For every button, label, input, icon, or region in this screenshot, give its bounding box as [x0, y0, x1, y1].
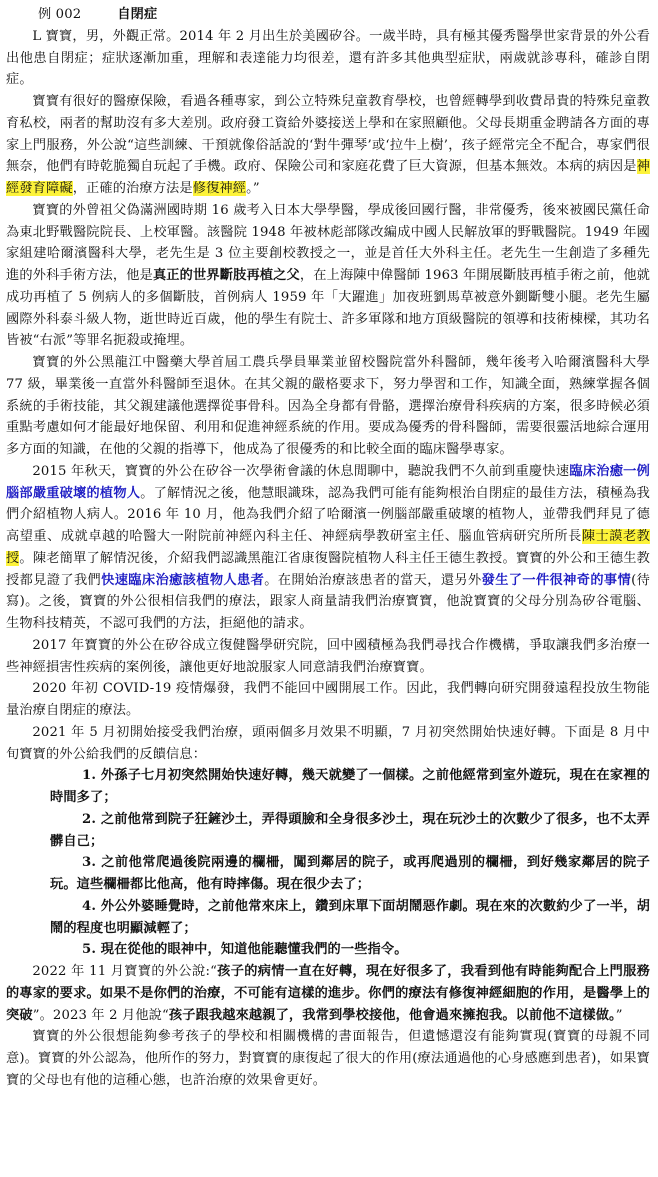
text-segment: ”。2023 年 2 月他說“	[32, 1007, 169, 1023]
feedback-item: 2. 之前他常到院子狂鏟沙土，弄得頭臉和全身很多沙土，現在玩沙土的次數少了很多，也不太弄髒自己；	[50, 811, 650, 849]
blue-phrase-vegetative-cure: 臨床治癒一例腦部嚴重破壞的植物人	[6, 463, 650, 501]
paragraph-2021: 2021 年 5 月初開始接受我們治療，頭兩個多月效果不明顯，7 月初突然開始快速好轉。下面是 8 月中旬寶寶的外公給我們的反饋信息：	[6, 724, 650, 762]
feedback-item: 4. 外公外婆睡覺時，之前他常來床上，鑽到床單下面胡鬧惡作劇。現在來的次數約少了一半，胡鬧的程度也明顯減輕了；	[50, 898, 650, 936]
text-segment: 2015 年秋天，寶寶的外公在矽谷一次學術會議的休息閒聊中，聽說我們不久前到重慶快速	[32, 463, 570, 479]
text-segment: 。之後，寶寶的外公很相信我們的療法，跟家人商量請我們治療寶寶，他說寶寶的父母分別為矽谷電腦、生物科技精英，不認可我們的方法，拒絕他的請求。	[6, 594, 650, 631]
paragraph-2017: 2017 年寶寶的外公在矽谷成立復健醫學研究院，回中國積極為我們尋找合作機構，爭取讓我們多治療一些神經損害性疾病的案例後，讓他更好地說服家人同意請我們治療寶寶。	[6, 637, 650, 675]
text-segment: ，在上海陳中偉醫師 1963 年開展斷肢再植手術之前，他就成功再植了 5 例病人的多個斷肢，首例病人 1959 年「大躍進」加夜班劉馬草被意外鍘斷雙小腿。老先生屬國際外科泰斗級人物，逝世時近百歲，他的學生有院士、許多軍隊和地方頂級醫院的領導和技術棟樑，其功名皆被“右派”等罪名扼殺或掩埋。	[6, 268, 651, 349]
paragraph-previous-treatments	[6, 91, 650, 200]
highlight-professor: 陳士謨老教授	[6, 529, 651, 566]
feedback-item: 5. 現在從他的眼神中，知道他能聽懂我們的一些指令。	[82, 942, 408, 958]
blue-phrase-miracle: 發生了一件很神奇的事情	[481, 572, 632, 588]
paragraph-conclusion: 寶寶的外公很想能夠參考孩子的學校和相關機構的書面報告，但遺憾還沒有能夠實現(寶寶的母親不同意)。寶寶的外公認為，他所作的努力，對寶寶的康復起了很大的作用(療法通過他的心身感應到患者)，如果寶寶的父母也有他的這種心態，也許治療的效果會更好。	[6, 1029, 650, 1088]
bold-phrase: 真正的世界斷肢再植之父	[152, 268, 300, 283]
bold-quote: 孩子跟我越來越親了，我常到學校接他，他會過來擁抱我。以前他不這樣做。	[168, 1007, 616, 1023]
case-title	[6, 4, 650, 26]
blue-phrase-patient-cured: 快速臨床治癒該植物人患者	[101, 572, 265, 588]
text-segment: 寶寶的外曾祖父偽滿洲國時期 16 歲考入日本大學學醫，學成後回國行醫，非常優秀，後來被國民黨任命為東北野戰醫院院長、上校軍醫。該醫院 1948 年被林彪部隊改編成中國人民解放軍的野戰醫院。1949 年國家組建哈爾濱醫科大學，老先生是 3 位主要創校教授之一，並是首任大外科主任。老先生一生創造了多種先進的外科手術方法，他是	[6, 202, 650, 283]
paragraph-2022-quote	[6, 961, 650, 1026]
feedback-item: 1. 外孫子七月初突然開始快速好轉，幾天就變了一個樣。之前他經常到室外遊玩，現在在家裡的時間多了；	[50, 768, 650, 805]
paragraph-2015-meeting	[6, 461, 650, 635]
bold-quote: 孩子的病情一直在好轉，現在好很多了，我看到他有時能夠配合上門服務的專家的要求。如果不是你們的治療，不可能有這樣的進步。你們的療法有修復神經細胞的作用，是醫學上的突破	[6, 964, 651, 1023]
paragraph-2020: 2020 年初 COVID-19 疫情爆發，我們不能回中國開展工作。因此，我們轉向研究開發遠程投放生物能量治療自閉症的療法。	[6, 681, 650, 718]
paragraph-grandfather: 寶寶的外公黑龍江中醫藥大學首屆工農兵學員畢業並留校醫院當外科醫師，幾年後考入哈爾濱醫科大學 77 級，畢業後一直當外科醫師至退休。在其父親的嚴格要求下，努力學習和工作，知識全面，熟練掌握各個系統的手術技能，其父親建議他選擇從事骨科。因為全身都有骨骼，選擇治療骨科疾病的方案，很多時候必須重點考慮如何才能最好地保留、利用和促進神經系統的作用。要成為優秀的骨科醫師，需要很靈活地綜合運用多方面的知識，在他的父親的指導下，他成為了很優秀的和比較全面的臨床醫學專家。	[6, 355, 650, 457]
text-segment: 寶寶有很好的醫療保險，看過各種專家，到公立特殊兒童教育學校，也曾經轉學到收費昂貴的特殊兒童教育私校，兩者的幫助沒有多大差別。政府發工資給外婆接送上學和在家照顧他。父母長期重金聘請各方面的專家上門服務，外公說“這些訓練、干預就像俗話說的‘對牛彈琴’或‘拉牛上樹’，孩子經常完全不配合，專家們很無奈，他們有時乾脆獨自玩起了手機。政府、保險公司和家庭花費了巨大資源，但基本無效。本病的病因是	[6, 94, 650, 175]
text-segment: 。陳老簡單了解情況後，介紹我們認識黑龍江省康復醫院植物人科主任王德生教授。寶寶的外公和王德生教授都見證了我們	[6, 550, 650, 588]
paragraph-patient-intro: L 寶寶，男，外觀正常。2014 年 2 月出生於美國矽谷。一歲半時，具有極其優秀醫學世家背景的外公看出他患自閉症；症狀逐漸加重，理解和表達能力均很差，還有許多其他典型症狀，兩歲就診專科，確診自閉症。	[6, 28, 650, 88]
text-segment: 。在開始治療該患者的當天，還另外	[264, 572, 482, 588]
pending-note: (待寫)	[6, 572, 650, 610]
text-segment: ”	[615, 1007, 623, 1023]
feedback-item: 3. 之前他常爬過後院兩邊的欄柵，闖到鄰居的院子，或再爬過別的欄柵，到好幾家鄰居的院子玩。這些欄柵都比他高，他有時摔傷。現在很少去了；	[50, 855, 650, 892]
feedback-list	[6, 765, 650, 961]
paragraph-great-grandfather	[6, 200, 650, 352]
text-segment: 。了解情況之後，他慧眼識珠，認為我們可能有能夠根治自閉症的最佳方法，積極為我們介紹植物人病人。2016 年 10 月，他為我們介紹了哈爾濱一例腦部嚴重破壞的植物人，並帶我們拜見了德高望重、成就卓越的哈醫大一附院前神經內科主任、神經病學教研室主任、腦血管病研究所所長	[6, 485, 650, 544]
text-segment: ，正確的治療方法是	[72, 181, 193, 196]
text-segment: 。”	[246, 181, 260, 196]
case-name: 自閉症	[117, 7, 158, 22]
text-segment: 2022 年 11 月寶寶的外公說:“	[32, 964, 217, 979]
highlight-cause: 神經發育障礙	[6, 159, 650, 196]
highlight-treatment: 修復神經	[192, 181, 247, 196]
case-number: 例 002	[38, 7, 82, 22]
